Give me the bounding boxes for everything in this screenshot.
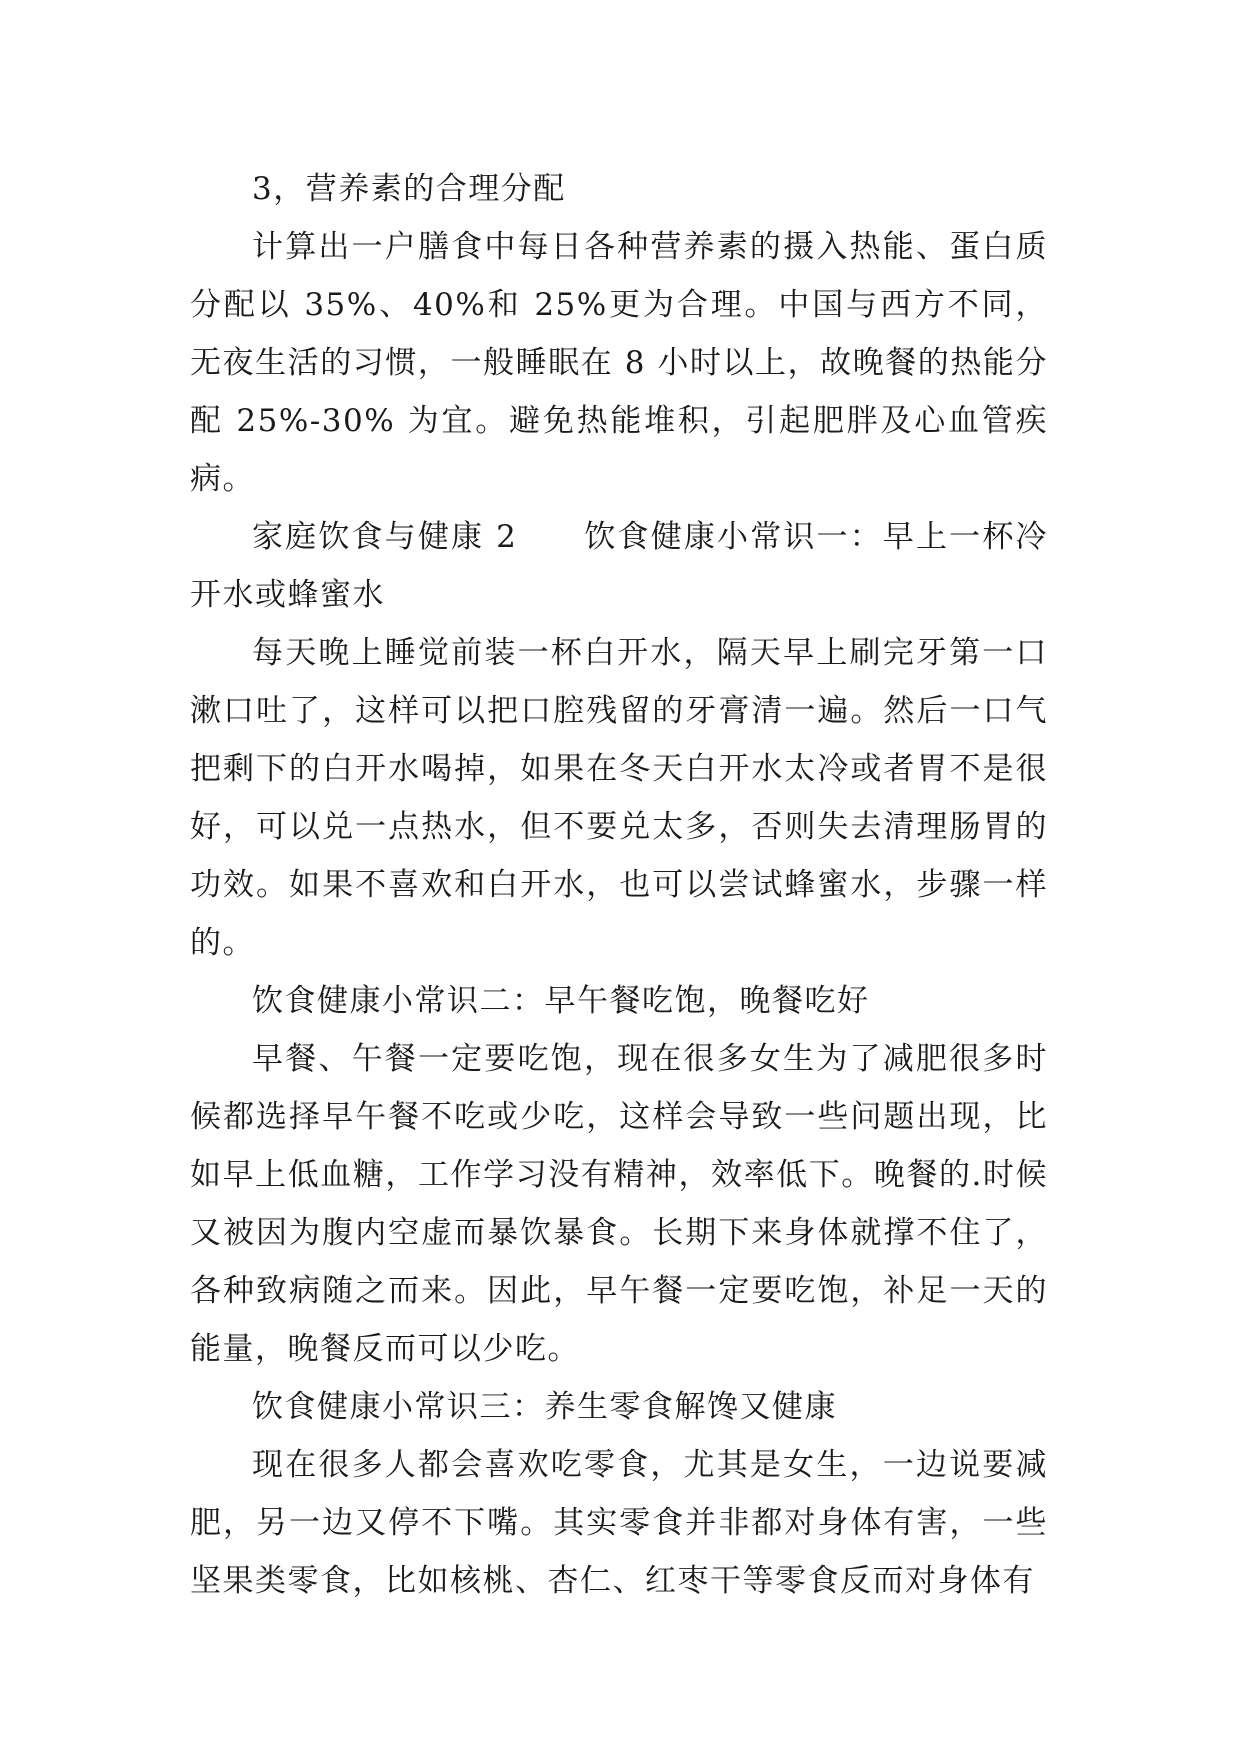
paragraph-water-before-sleep: 每天晚上睡觉前装一杯白开水，隔天早上刷完牙第一口漱口吐了，这样可以把口腔残留的牙膏清一遍。然后一口气把剩下的白开水喝掉，如果在冬天白开水太冷或者胃不是很好，可以兑一点热水，但不要兑太多，否则失去清理肠胃的功效。如果不喜欢和白开水，也可以尝试蜂蜜水，步骤一样的。 [190, 635, 1048, 961]
section-heading-nutrient-distribution: 3，营养素的合理分配 [252, 171, 566, 207]
section-heading-tip-two: 饮食健康小常识二：早午餐吃饱，晚餐吃好 [252, 983, 870, 1019]
section-heading-tip-one: 家庭饮食与健康 2 饮食健康小常识一：早上一杯冷开水或蜂蜜水 [190, 519, 1048, 613]
section-heading-tip-three: 饮食健康小常识三：养生零食解馋又健康 [252, 1389, 837, 1425]
paragraph-nutrient-calculation: 计算出一户膳食中每日各种营养素的摄入热能、蛋白质分配以 35%、40%和 25%更为合理。中国与西方不同，无夜生活的习惯，一般睡眠在 8 小时以上，故晚餐的热能分配 25%-30% 为宜。避免热能堆积，引起肥胖及心血管疾病。 [190, 229, 1048, 497]
paragraph-breakfast-lunch: 早餐、午餐一定要吃饱，现在很多女生为了减肥很多时候都选择早午餐不吃或少吃，这样会导致一些问题出现，比如早上低血糖，工作学习没有精神，效率低下。晚餐的.时候又被因为腹内空虚而暴饮暴食。长期下来身体就撑不住了，各种致病随之而来。因此，早午餐一定要吃饱，补足一天的能量，晚餐反而可以少吃。 [190, 1041, 1048, 1367]
paragraph-healthy-snacks: 现在很多人都会喜欢吃零食，尤其是女生，一边说要减肥，另一边又停不下嘴。其实零食并非都对身体有害，一些坚果类零食，比如核桃、杏仁、红枣干等零食反而对身体有 [190, 1447, 1048, 1599]
document-body [190, 160, 1048, 1610]
